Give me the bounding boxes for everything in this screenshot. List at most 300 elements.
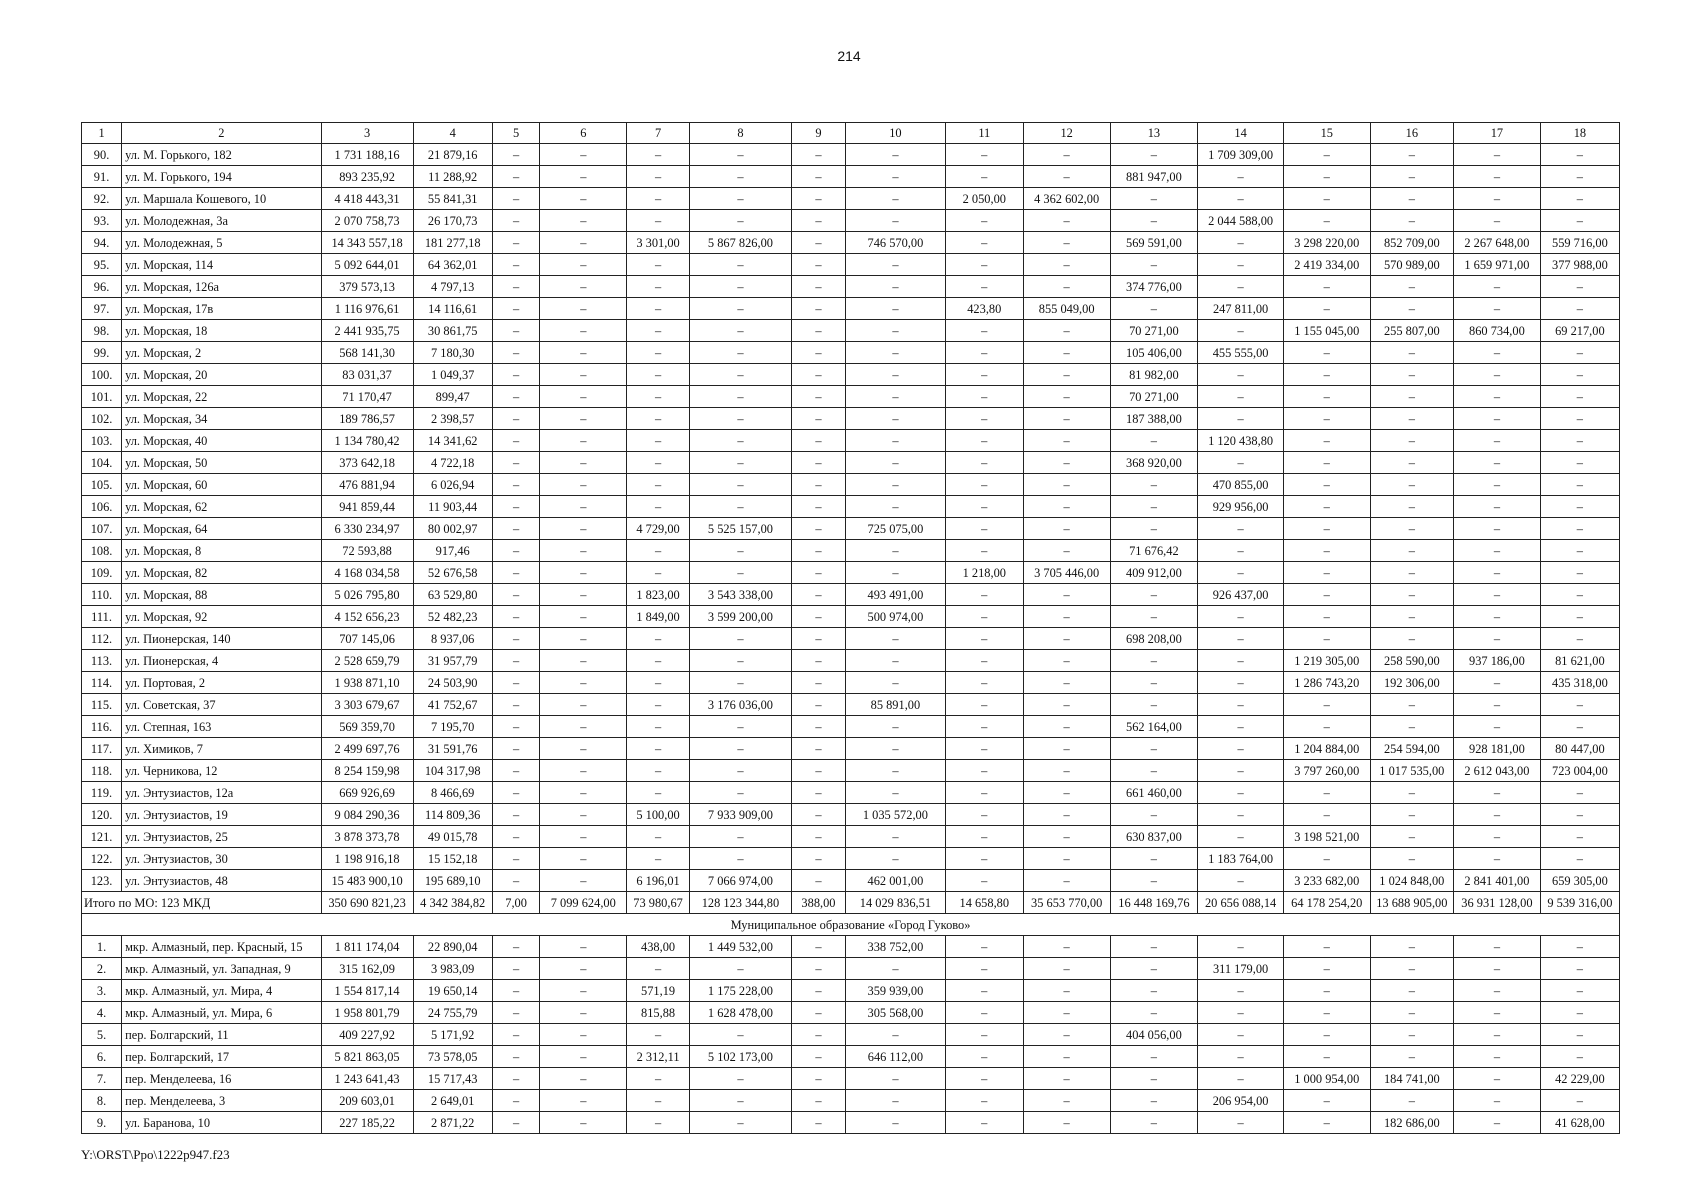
column-number-cell: 4 [413, 123, 492, 144]
value-cell: 2 871,22 [413, 1112, 492, 1134]
value-cell: – [1454, 672, 1541, 694]
value-cell: 659 305,00 [1540, 870, 1619, 892]
table-row [82, 760, 1620, 782]
value-cell: – [1283, 716, 1370, 738]
value-cell: 1 049,37 [413, 364, 492, 386]
value-cell: 669 926,69 [321, 782, 413, 804]
value-cell: 7 933 909,00 [690, 804, 792, 826]
value-cell: – [1110, 210, 1198, 232]
value-cell: – [945, 496, 1023, 518]
value-cell: 929 956,00 [1198, 496, 1284, 518]
value-cell: 2 441 935,75 [321, 320, 413, 342]
value-cell: – [1283, 408, 1370, 430]
value-cell: 2 267 648,00 [1454, 232, 1541, 254]
value-cell: – [690, 166, 792, 188]
table-row [82, 166, 1620, 188]
value-cell: – [1540, 936, 1619, 958]
value-cell: – [492, 562, 540, 584]
value-cell: – [1454, 342, 1541, 364]
value-cell: 860 734,00 [1454, 320, 1541, 342]
value-cell: – [1023, 408, 1110, 430]
value-cell: – [627, 826, 690, 848]
value-cell: – [791, 364, 845, 386]
value-cell: – [492, 826, 540, 848]
row-number-cell: 90. [82, 144, 122, 166]
value-cell: 15 152,18 [413, 848, 492, 870]
value-cell: 435 318,00 [1540, 672, 1619, 694]
value-cell: 815,88 [627, 1002, 690, 1024]
value-cell: 409 912,00 [1110, 562, 1198, 584]
value-cell: 31 957,79 [413, 650, 492, 672]
value-cell: – [1370, 1024, 1453, 1046]
row-number-cell: 106. [82, 496, 122, 518]
value-cell: – [492, 738, 540, 760]
value-cell: – [791, 232, 845, 254]
value-cell: 1 183 764,00 [1198, 848, 1284, 870]
value-cell: – [1454, 496, 1541, 518]
column-number-cell: 8 [690, 123, 792, 144]
column-number-cell: 6 [540, 123, 627, 144]
value-cell: 1 219 305,00 [1283, 650, 1370, 672]
value-cell: – [690, 452, 792, 474]
table-row [82, 672, 1620, 694]
value-cell: 377 988,00 [1540, 254, 1619, 276]
address-cell: ул. Морская, 92 [122, 606, 321, 628]
value-cell: 409 227,92 [321, 1024, 413, 1046]
value-cell: – [1540, 1090, 1619, 1112]
value-cell: 6 196,01 [627, 870, 690, 892]
value-cell: – [690, 342, 792, 364]
value-cell: 85 891,00 [846, 694, 946, 716]
value-cell: 83 031,37 [321, 364, 413, 386]
table-row [82, 342, 1620, 364]
value-cell: – [627, 430, 690, 452]
value-cell: – [1283, 958, 1370, 980]
value-cell: – [1198, 452, 1284, 474]
value-cell: 184 741,00 [1370, 1068, 1453, 1090]
value-cell: – [846, 320, 946, 342]
value-cell: 1 938 871,10 [321, 672, 413, 694]
value-cell: – [1198, 716, 1284, 738]
value-cell: – [627, 364, 690, 386]
value-cell: 707 145,06 [321, 628, 413, 650]
value-cell: – [540, 364, 627, 386]
value-cell: – [791, 320, 845, 342]
table-row [82, 826, 1620, 848]
address-cell: ул. Черникова, 12 [122, 760, 321, 782]
value-cell: – [1454, 364, 1541, 386]
row-number-cell: 104. [82, 452, 122, 474]
value-cell: – [1110, 430, 1198, 452]
value-cell: – [1454, 144, 1541, 166]
value-cell: – [945, 474, 1023, 496]
value-cell: – [1110, 958, 1198, 980]
value-cell: 661 460,00 [1110, 782, 1198, 804]
address-cell: мкр. Алмазный, ул. Мира, 4 [122, 980, 321, 1002]
value-cell: – [1023, 430, 1110, 452]
value-cell: 24 503,90 [413, 672, 492, 694]
value-cell: 70 271,00 [1110, 320, 1198, 342]
value-cell: 1 554 817,14 [321, 980, 413, 1002]
value-cell: – [1198, 738, 1284, 760]
value-cell: 64 362,01 [413, 254, 492, 276]
value-cell: – [791, 540, 845, 562]
address-cell: пер. Болгарский, 17 [122, 1046, 321, 1068]
value-cell: – [1370, 452, 1453, 474]
address-cell: ул. Пионерская, 4 [122, 650, 321, 672]
value-cell: – [1198, 650, 1284, 672]
value-cell: – [1540, 606, 1619, 628]
value-cell: – [690, 298, 792, 320]
value-cell: – [492, 958, 540, 980]
value-cell: – [492, 430, 540, 452]
value-cell: – [1454, 1090, 1541, 1112]
value-cell: – [540, 320, 627, 342]
value-cell: 1 198 916,18 [321, 848, 413, 870]
value-cell: 80 002,97 [413, 518, 492, 540]
value-cell: – [1540, 694, 1619, 716]
value-cell: – [1023, 232, 1110, 254]
column-number-cell: 14 [1198, 123, 1284, 144]
value-cell: – [846, 166, 946, 188]
value-cell: – [492, 496, 540, 518]
value-cell: – [492, 870, 540, 892]
table-row [82, 540, 1620, 562]
value-cell: – [627, 408, 690, 430]
value-cell: – [846, 298, 946, 320]
value-cell: – [1454, 936, 1541, 958]
value-cell: – [492, 166, 540, 188]
total-value-cell: 13 688 905,00 [1370, 892, 1453, 914]
address-cell: ул. Морская, 8 [122, 540, 321, 562]
address-cell: ул. Степная, 163 [122, 716, 321, 738]
row-number-cell: 119. [82, 782, 122, 804]
value-cell: – [945, 144, 1023, 166]
value-cell: 1 449 532,00 [690, 936, 792, 958]
value-cell: 80 447,00 [1540, 738, 1619, 760]
value-cell: 181 277,18 [413, 232, 492, 254]
address-cell: ул. Морская, 50 [122, 452, 321, 474]
value-cell: – [492, 1112, 540, 1134]
value-cell: – [945, 936, 1023, 958]
value-cell: – [791, 408, 845, 430]
value-cell: 189 786,57 [321, 408, 413, 430]
value-cell: – [1283, 518, 1370, 540]
value-cell: – [1110, 936, 1198, 958]
total-label: Итого по МО: 123 МКД [82, 892, 322, 914]
value-cell: 1 024 848,00 [1370, 870, 1453, 892]
value-cell: – [1023, 364, 1110, 386]
total-value-cell: 7 099 624,00 [540, 892, 627, 914]
address-cell: ул. Морская, 88 [122, 584, 321, 606]
value-cell: – [627, 540, 690, 562]
value-cell: – [1198, 1068, 1284, 1090]
value-cell: – [1283, 298, 1370, 320]
value-cell: 5 525 157,00 [690, 518, 792, 540]
value-cell: – [690, 386, 792, 408]
value-cell: – [945, 760, 1023, 782]
value-cell: 941 859,44 [321, 496, 413, 518]
value-cell: – [540, 980, 627, 1002]
value-cell: – [791, 628, 845, 650]
value-cell: – [1454, 1112, 1541, 1134]
value-cell: – [846, 144, 946, 166]
address-cell: ул. М. Горького, 194 [122, 166, 321, 188]
value-cell: 52 676,58 [413, 562, 492, 584]
value-cell: – [690, 1112, 792, 1134]
value-cell: 114 809,36 [413, 804, 492, 826]
row-number-cell: 105. [82, 474, 122, 496]
value-cell: 3 301,00 [627, 232, 690, 254]
value-cell: – [1370, 826, 1453, 848]
address-cell: ул. Энтузиастов, 19 [122, 804, 321, 826]
value-cell: 258 590,00 [1370, 650, 1453, 672]
row-number-cell: 111. [82, 606, 122, 628]
value-cell: 15 483 900,10 [321, 870, 413, 892]
address-cell: ул. Маршала Кошевого, 10 [122, 188, 321, 210]
value-cell: – [945, 540, 1023, 562]
value-cell: – [846, 342, 946, 364]
value-cell: – [1540, 298, 1619, 320]
value-cell: 570 989,00 [1370, 254, 1453, 276]
value-cell: – [1198, 804, 1284, 826]
column-number-cell: 13 [1110, 123, 1198, 144]
value-cell: – [492, 452, 540, 474]
value-cell: – [791, 650, 845, 672]
value-cell: 5 821 863,05 [321, 1046, 413, 1068]
value-cell: – [627, 496, 690, 518]
table-row [82, 430, 1620, 452]
value-cell: 1 204 884,00 [1283, 738, 1370, 760]
value-cell: – [1110, 606, 1198, 628]
value-cell: – [540, 1024, 627, 1046]
value-cell: – [1198, 1002, 1284, 1024]
value-cell: – [540, 672, 627, 694]
address-cell: ул. Химиков, 7 [122, 738, 321, 760]
value-cell: – [1110, 1112, 1198, 1134]
value-cell: – [1283, 144, 1370, 166]
value-cell: – [1110, 738, 1198, 760]
table-row [82, 1024, 1620, 1046]
value-cell: – [1540, 210, 1619, 232]
value-cell: – [690, 188, 792, 210]
address-cell: ул. Портовая, 2 [122, 672, 321, 694]
value-cell: – [1283, 1002, 1370, 1024]
row-number-cell: 96. [82, 276, 122, 298]
value-cell: – [1370, 804, 1453, 826]
section-title: Муниципальное образование «Город Гуково» [82, 914, 1620, 936]
value-cell: – [627, 958, 690, 980]
value-cell: 2 612 043,00 [1454, 760, 1541, 782]
value-cell: – [540, 1046, 627, 1068]
value-cell: – [1198, 562, 1284, 584]
value-cell: – [492, 408, 540, 430]
value-cell: – [1198, 276, 1284, 298]
row-number-cell: 107. [82, 518, 122, 540]
value-cell: – [492, 474, 540, 496]
value-cell: – [540, 694, 627, 716]
value-cell: – [627, 298, 690, 320]
value-cell: – [1540, 430, 1619, 452]
value-cell: – [1110, 254, 1198, 276]
value-cell: – [1110, 804, 1198, 826]
value-cell: – [1454, 540, 1541, 562]
value-cell: – [492, 760, 540, 782]
address-cell: ул. Энтузиастов, 48 [122, 870, 321, 892]
row-number-cell: 117. [82, 738, 122, 760]
value-cell: – [627, 672, 690, 694]
value-cell: – [1198, 1046, 1284, 1068]
row-number-cell: 121. [82, 826, 122, 848]
value-cell: 21 879,16 [413, 144, 492, 166]
value-cell: – [1370, 298, 1453, 320]
table-row [82, 936, 1620, 958]
value-cell: 182 686,00 [1370, 1112, 1453, 1134]
value-cell: – [945, 254, 1023, 276]
value-cell: 14 116,61 [413, 298, 492, 320]
value-cell: – [690, 364, 792, 386]
table-row [82, 980, 1620, 1002]
value-cell: – [846, 254, 946, 276]
value-cell: 1 000 954,00 [1283, 1068, 1370, 1090]
value-cell: – [1023, 1112, 1110, 1134]
value-cell: 1 958 801,79 [321, 1002, 413, 1024]
value-cell: – [945, 584, 1023, 606]
value-cell: – [627, 1068, 690, 1090]
value-cell: – [540, 232, 627, 254]
value-cell: 1 134 780,42 [321, 430, 413, 452]
value-cell: – [1454, 628, 1541, 650]
value-cell: – [690, 254, 792, 276]
value-cell: 52 482,23 [413, 606, 492, 628]
column-number-cell: 3 [321, 123, 413, 144]
value-cell: – [690, 826, 792, 848]
value-cell: – [846, 782, 946, 804]
address-cell: ул. Морская, 126а [122, 276, 321, 298]
table-row [82, 320, 1620, 342]
value-cell: – [540, 716, 627, 738]
value-cell: 855 049,00 [1023, 298, 1110, 320]
value-cell: – [1370, 1002, 1453, 1024]
value-cell: – [1370, 166, 1453, 188]
value-cell: – [1198, 518, 1284, 540]
value-cell: – [492, 518, 540, 540]
value-cell: – [540, 606, 627, 628]
value-cell: 4 168 034,58 [321, 562, 413, 584]
value-cell: – [492, 1024, 540, 1046]
value-cell: 315 162,09 [321, 958, 413, 980]
value-cell: – [791, 738, 845, 760]
value-cell: – [627, 188, 690, 210]
value-cell: – [945, 782, 1023, 804]
total-value-cell: 64 178 254,20 [1283, 892, 1370, 914]
value-cell: 476 881,94 [321, 474, 413, 496]
value-cell: – [791, 474, 845, 496]
value-cell: 493 491,00 [846, 584, 946, 606]
value-cell: – [1023, 254, 1110, 276]
value-cell: – [1023, 848, 1110, 870]
value-cell: – [540, 254, 627, 276]
address-cell: пер. Болгарский, 11 [122, 1024, 321, 1046]
value-cell: – [846, 452, 946, 474]
value-cell: 2 398,57 [413, 408, 492, 430]
value-cell: 3 233 682,00 [1283, 870, 1370, 892]
address-cell: ул. Энтузиастов, 12а [122, 782, 321, 804]
value-cell: – [1540, 716, 1619, 738]
value-cell: – [1283, 166, 1370, 188]
value-cell: 2 050,00 [945, 188, 1023, 210]
value-cell: – [540, 430, 627, 452]
value-cell: – [1198, 980, 1284, 1002]
value-cell: – [791, 342, 845, 364]
value-cell: 1 811 174,04 [321, 936, 413, 958]
value-cell: 1 243 641,43 [321, 1068, 413, 1090]
value-cell: – [1540, 166, 1619, 188]
value-cell: 209 603,01 [321, 1090, 413, 1112]
value-cell: – [846, 760, 946, 782]
value-cell: – [690, 650, 792, 672]
value-cell: – [690, 496, 792, 518]
value-cell: – [492, 276, 540, 298]
row-number-cell: 7. [82, 1068, 122, 1090]
value-cell: – [1023, 276, 1110, 298]
value-cell: – [791, 694, 845, 716]
value-cell: – [945, 1024, 1023, 1046]
value-cell: – [1283, 342, 1370, 364]
value-cell: 571,19 [627, 980, 690, 1002]
row-number-cell: 110. [82, 584, 122, 606]
value-cell: – [1110, 298, 1198, 320]
value-cell: – [791, 584, 845, 606]
address-cell: ул. Морская, 40 [122, 430, 321, 452]
table-row [82, 716, 1620, 738]
value-cell: – [1370, 188, 1453, 210]
column-number-cell: 10 [846, 123, 946, 144]
value-cell: – [1540, 1024, 1619, 1046]
value-cell: 69 217,00 [1540, 320, 1619, 342]
value-cell: – [492, 298, 540, 320]
value-cell: – [1283, 430, 1370, 452]
value-cell: – [492, 254, 540, 276]
value-cell: 746 570,00 [846, 232, 946, 254]
value-cell: 1 849,00 [627, 606, 690, 628]
value-cell: 5 171,92 [413, 1024, 492, 1046]
row-number-cell: 108. [82, 540, 122, 562]
table-row [82, 1090, 1620, 1112]
value-cell: 559 716,00 [1540, 232, 1619, 254]
value-cell: 2 528 659,79 [321, 650, 413, 672]
value-cell: – [540, 144, 627, 166]
value-cell: 4 362 602,00 [1023, 188, 1110, 210]
value-cell: – [1540, 980, 1619, 1002]
value-cell: – [690, 562, 792, 584]
value-cell: 192 306,00 [1370, 672, 1453, 694]
value-cell: – [1454, 166, 1541, 188]
value-cell: – [1023, 738, 1110, 760]
value-cell: – [945, 430, 1023, 452]
value-cell: – [1023, 1090, 1110, 1112]
total-value-cell: 36 931 128,00 [1454, 892, 1541, 914]
value-cell: – [492, 804, 540, 826]
column-number-cell: 17 [1454, 123, 1541, 144]
value-cell: 255 807,00 [1370, 320, 1453, 342]
value-cell: – [1540, 584, 1619, 606]
value-cell: – [1370, 496, 1453, 518]
value-cell: – [1454, 408, 1541, 430]
value-cell: – [791, 166, 845, 188]
value-cell: – [627, 650, 690, 672]
column-number-cell: 9 [791, 123, 845, 144]
